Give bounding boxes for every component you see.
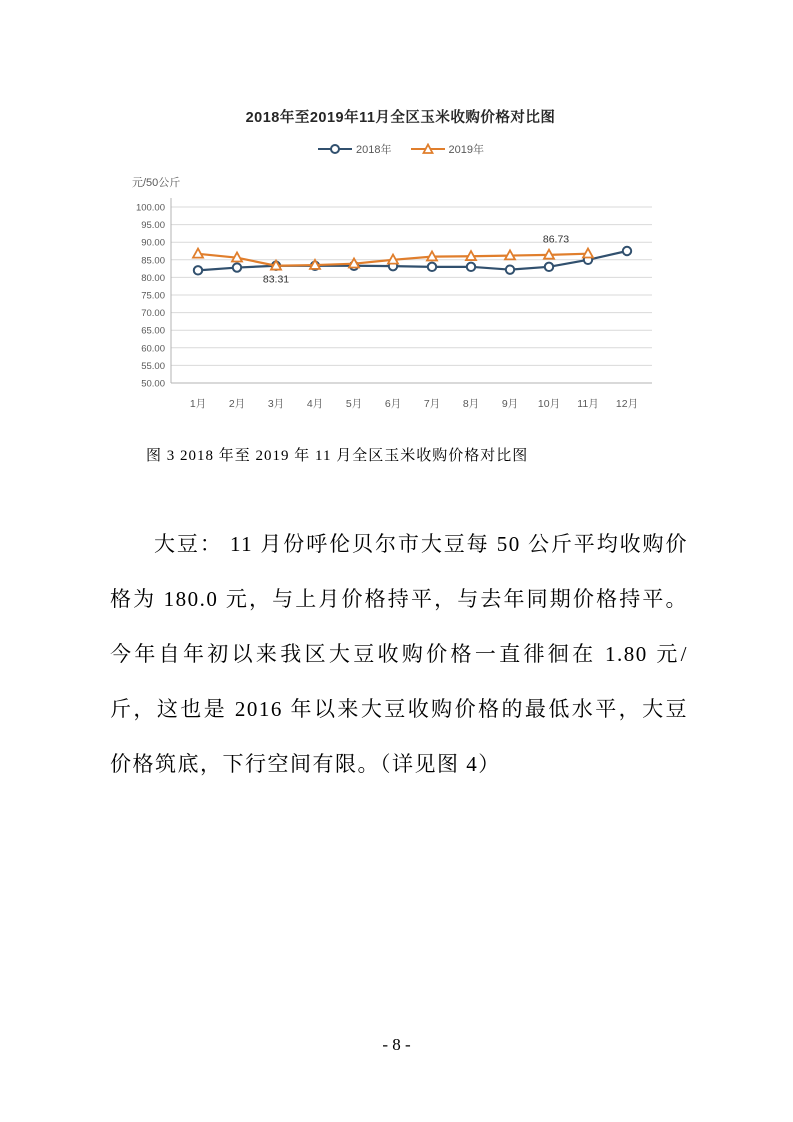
- legend-label-2018: 2018年: [356, 144, 392, 156]
- svg-text:6月: 6月: [384, 398, 402, 410]
- svg-text:55.00: 55.00: [141, 360, 165, 372]
- svg-text:83.31: 83.31: [262, 273, 290, 286]
- svg-text:95.00: 95.00: [141, 220, 165, 232]
- legend-item-2019: [410, 141, 484, 157]
- svg-text:10月: 10月: [537, 398, 561, 410]
- svg-text:80.00: 80.00: [141, 272, 165, 284]
- legend-label-2019: 2019年: [448, 144, 484, 156]
- legend-item-2018: [317, 141, 391, 157]
- y-axis-unit-label: 元/50公斤: [132, 177, 181, 189]
- svg-text:7月: 7月: [423, 398, 441, 410]
- svg-text:86.73: 86.73: [542, 233, 570, 246]
- svg-text:5月: 5月: [345, 398, 363, 410]
- chart-legend: [128, 141, 673, 157]
- svg-text:75.00: 75.00: [141, 290, 165, 302]
- body-paragraph: 大豆： 11 月份呼伦贝尔市大豆每 50 公斤平均收购价格为 180.0 元，与上月价格持平，与去年同期价格持平。今年自年初以来我区大豆收购价格一直徘徊在 1.80 元/斤，这也是 2016 年以来大豆收购价格的最低水平，大豆价格筑底，下行空间有限。（详见图 4）: [110, 532, 688, 776]
- svg-text:50.00: 50.00: [141, 378, 165, 390]
- svg-text:85.00: 85.00: [141, 255, 165, 267]
- svg-text:11月: 11月: [577, 398, 599, 410]
- svg-text:3月: 3月: [267, 398, 285, 410]
- svg-text:9月: 9月: [501, 398, 519, 410]
- svg-text:2月: 2月: [228, 398, 246, 410]
- figure-caption: 图 3 2018 年至 2019 年 11 月全区玉米收购价格对比图: [146, 448, 529, 464]
- line-triangle-marker-icon: [410, 143, 446, 155]
- svg-text:65.00: 65.00: [141, 325, 165, 337]
- svg-text:90.00: 90.00: [141, 237, 165, 249]
- svg-text:70.00: 70.00: [141, 308, 165, 320]
- line-circle-marker-icon: [317, 143, 353, 155]
- svg-text:60.00: 60.00: [141, 343, 165, 355]
- page-number: - 8 -: [382, 1035, 411, 1054]
- corn-price-line-chart: [128, 195, 673, 427]
- chart-title: 2018年至2019年11月全区玉米收购价格对比图: [245, 110, 556, 126]
- svg-text:100.00: 100.00: [135, 202, 165, 214]
- svg-text:12月: 12月: [615, 398, 639, 410]
- svg-text:4月: 4月: [306, 398, 324, 410]
- svg-text:8月: 8月: [462, 398, 480, 410]
- svg-text:1月: 1月: [189, 398, 207, 410]
